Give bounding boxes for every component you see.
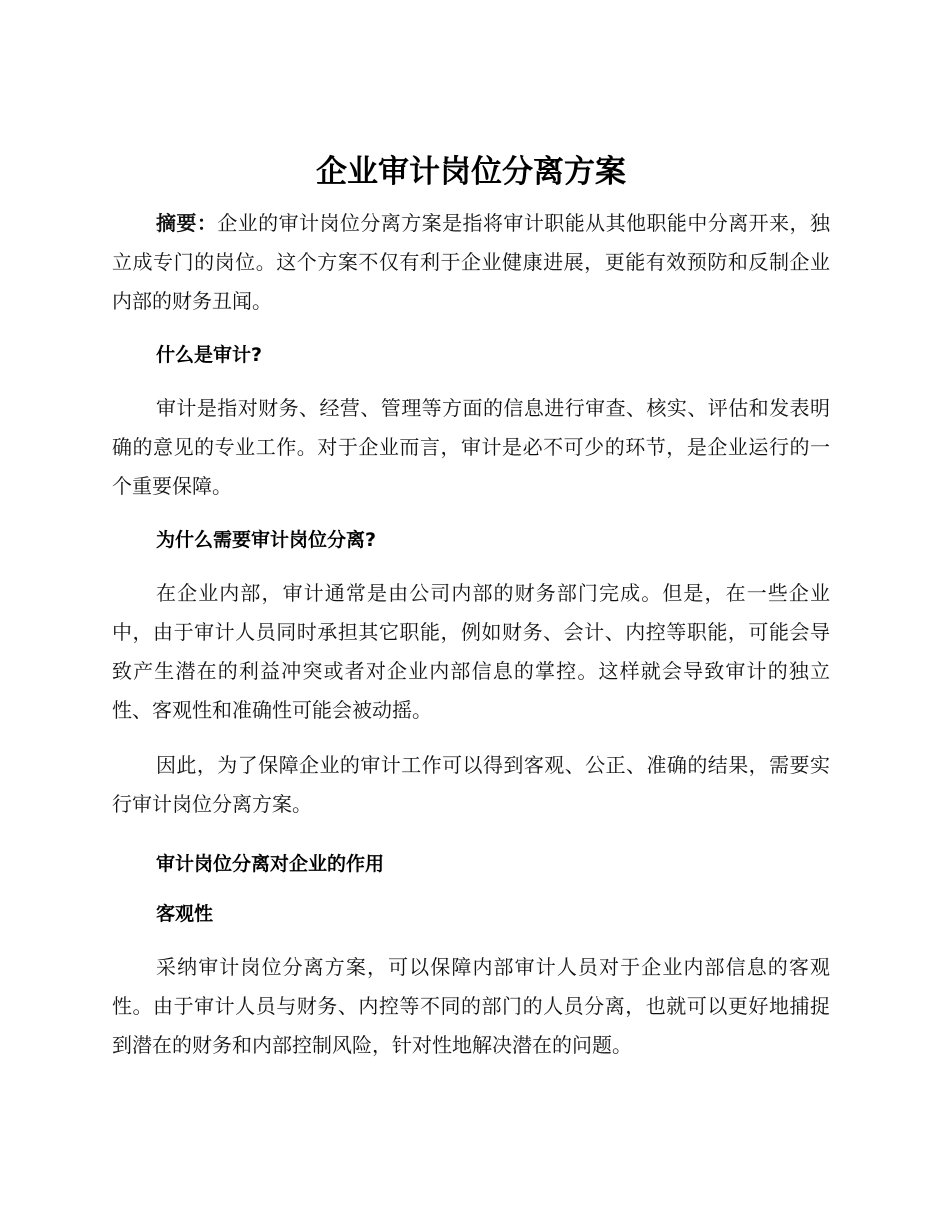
abstract-label: 摘要：	[156, 211, 218, 235]
abstract-text: 企业的审计岗位分离方案是指将审计职能从其他职能中分离开来，独立成专门的岗位。这个方案不仅有利于企业健康进展，更能有效预防和反制企业内部的财务丑闻。	[112, 211, 830, 313]
subheading-objectivity: 客观性	[156, 903, 214, 925]
section-heading-why-separation: 为什么需要审计岗位分离?	[156, 529, 377, 551]
document-page	[112, 148, 830, 1065]
section-paragraph: 采纳审计岗位分离方案，可以保障内部审计人员对于企业内部信息的客观性。由于审计人员与财务、内控等不同的部门的人员分离，也就可以更好地捕捉到潜在的财务和内部控制风险，针对性地解决潜在的问题。	[112, 955, 830, 1057]
section-heading-what-is-audit: 什么是审计?	[156, 344, 263, 366]
abstract-paragraph	[112, 204, 830, 321]
section-heading-role-of-separation: 审计岗位分离对企业的作用	[156, 853, 385, 875]
section-paragraph: 审计是指对财务、经营、管理等方面的信息进行审查、核实、评估和发表明确的意见的专业工作。对于企业而言，审计是必不可少的环节，是企业运行的一个重要保障。	[112, 396, 830, 498]
document-title: 企业审计岗位分离方案	[316, 154, 626, 190]
section-paragraph: 因此，为了保障企业的审计工作可以得到客观、公正、准确的结果，需要实行审计岗位分离方案。	[112, 753, 830, 816]
section-paragraph: 在企业内部，审计通常是由公司内部的财务部门完成。但是，在一些企业中，由于审计人员同时承担其它职能，例如财务、会计、内控等职能，可能会导致产生潜在的利益冲突或者对企业内部信息的掌控。这样就会导致审计的独立性、客观性和准确性可能会被动摇。	[112, 581, 830, 722]
